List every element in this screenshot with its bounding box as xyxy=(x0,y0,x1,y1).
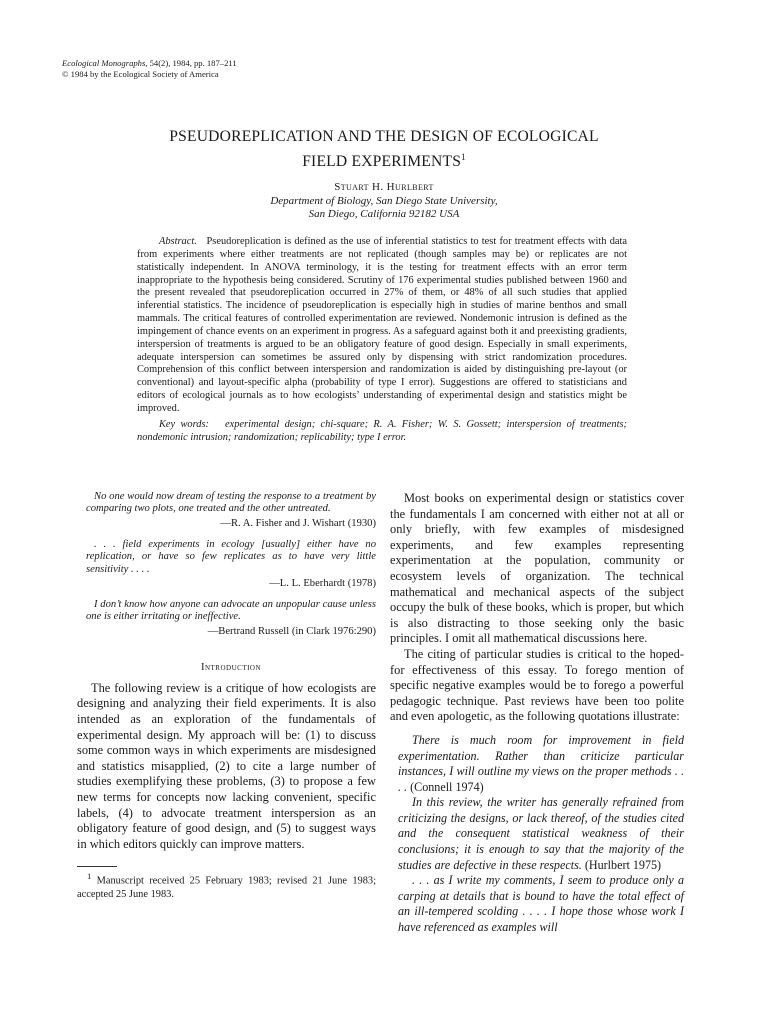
quote-citation: (Connell 1974) xyxy=(410,779,484,794)
manuscript-footnote xyxy=(77,870,376,901)
keywords-paragraph xyxy=(137,419,627,445)
body-paragraph: The citing of particular studies is critical to the hoped-for effectiveness of this essay. To forego mention of specific negative examples would be to forego a powerful pedagogic technique. Past reviews have been too polite and even apologetic, as the following quotations illustrate: xyxy=(390,646,684,724)
author-affiliation xyxy=(100,195,668,221)
footnote-mark: 1 xyxy=(87,871,92,882)
journal-header xyxy=(62,58,237,80)
abstract-label: Abstract. xyxy=(159,236,197,247)
body-paragraph: Most books on experimental design or statistics cover the fundamentals I am concerned with either not at all or only briefly, with few examples of misdesigned experiments, and few examples representing experimentation at the population, community or ecosystem levels of organization. The technical mathematical and mechanical aspects of the subject occupy the bulk of these books, which is proper, but which is also distracting to those seeking only the basic principles. I omit all mathematical discussions here. xyxy=(390,491,684,646)
affiliation-department: Department of Biology, San Diego State University, xyxy=(270,195,498,207)
affiliation-address: San Diego, California 92182 USA xyxy=(308,208,460,220)
title-footnote-mark: 1 xyxy=(461,152,466,162)
journal-citation: 54(2), 1984, pp. 187–211 xyxy=(147,58,237,68)
left-column xyxy=(77,491,376,901)
keywords-text: experimental design; chi-square; R. A. Fisher; W. S. Gossett; interspersion of treatments; nondemonic intrusion; randomization; replicability; type I error. xyxy=(137,418,627,443)
epigraph-quote: . . . field experiments in ecology [usually] either have no replication, or have so few replicates as to have very little sensitivity . . . . xyxy=(86,538,376,575)
block-quote xyxy=(398,733,684,795)
abstract-block xyxy=(137,236,627,445)
keywords-label: Key words: xyxy=(159,418,209,430)
epigraph-quote: No one would now dream of testing the response to a treatment by comparing two plots, one treated and the other untreated. xyxy=(86,491,376,515)
footnote-text: Manuscript received 25 February 1983; revised 21 June 1983; accepted 25 June 1983. xyxy=(77,875,376,901)
quote-citation: (Hurlbert 1975) xyxy=(584,857,662,872)
epigraph-quote: I don’t know how anyone can advocate an unpopular cause unless one is either irritating or ineffective. xyxy=(86,599,376,623)
author-name: Stuart H. Hurlbert xyxy=(334,181,434,193)
article-title xyxy=(100,127,668,172)
abstract-paragraph xyxy=(137,236,627,416)
quote-text: There is much room for improvement in field experimentation. Rather than criticize particular instances, I will outline my views on the proper methods . . . . xyxy=(398,732,684,794)
abstract-text: Pseudoreplication is defined as the use of inferential statistics to test for treatment effects with data from experiments where either treatments are not replicated (though samples may be) or replicates are not statistically independent. In ANOVA terminology, it is the testing for treatment effects with an error term inappropriate to the hypothesis being considered. Scrutiny of 176 experimental studies published between 1960 and the present revealed that pseudoreplication occurred in 27% of them, or 48% of all such studies that applied inferential statistics. The incidence of pseudoreplication is especially high in studies of marine benthos and small mammals. The critical features of controlled experimentation are reviewed. Nondemonic intrusion is defined as the impingement of chance events on an experiment in progress. As a safeguard against both it and preexisting gradients, interspersion of treatments is argued to be an obligatory feature of good design. Especially in small experiments, adequate interspersion can sometimes be assured only by dispensing with strict randomization procedures. Comprehension of this conflict between interspersion and randomization is aided by distinguishing pre-layout (or conventional) and layout-specific alpha (probability of type I error). Suggestions are offered to statisticians and editors of ecological journals as to how ecologists’ understanding of experimental design and statistics might be improved. xyxy=(137,236,627,414)
title-line-1: PSEUDOREPLICATION AND THE DESIGN OF ECOLOGICAL xyxy=(169,128,599,145)
epigraph-attribution: —R. A. Fisher and J. Wishart (1930) xyxy=(220,517,376,529)
copyright-line: © 1984 by the Ecological Society of America xyxy=(62,69,219,79)
footnote-divider xyxy=(77,866,117,867)
quote-text: In this review, the writer has generally refrained from criticizing the designs, or lack thereof, of the studies cited and the consequent statistical weakness of their conclusions; it is enough to say that the majority of the studies are defective in these respects. xyxy=(398,795,684,872)
introduction-paragraph: The following review is a critique of how ecologists are designing and analyzing their field experiments. It is also intended as an exploration of the fundamentals of experimental design. My approach will be: (1) to discuss some common ways in which experiments are misdesigned and statistics misapplied, (2) to cite a large number of studies exemplifying these problems, (3) to propose a few new terms for concepts now lacking convenient, specific labels, (4) to advocate treatment interspersion as an obligatory feature of good design, and (5) to suggest ways in which editors quickly can improve matters. xyxy=(77,680,376,851)
block-quote xyxy=(398,873,684,935)
section-heading-introduction: Introduction xyxy=(200,661,262,673)
epigraph-attribution: —L. L. Eberhardt (1978) xyxy=(269,578,376,590)
block-quote xyxy=(398,795,684,873)
quotation-block xyxy=(390,733,684,936)
right-column xyxy=(390,491,684,936)
journal-name: Ecological Monographs, xyxy=(62,58,148,68)
quote-text: . . . as I write my comments, I seem to produce only a carping at details that is bound to have the total effect of an ill-tempered scolding . . . . I hope those whose work I have referenced as examples will xyxy=(398,873,684,935)
epigraph-attribution: —Bertrand Russell (in Clark 1976:290) xyxy=(207,625,376,637)
title-line-2: FIELD EXPERIMENTS xyxy=(302,153,462,171)
